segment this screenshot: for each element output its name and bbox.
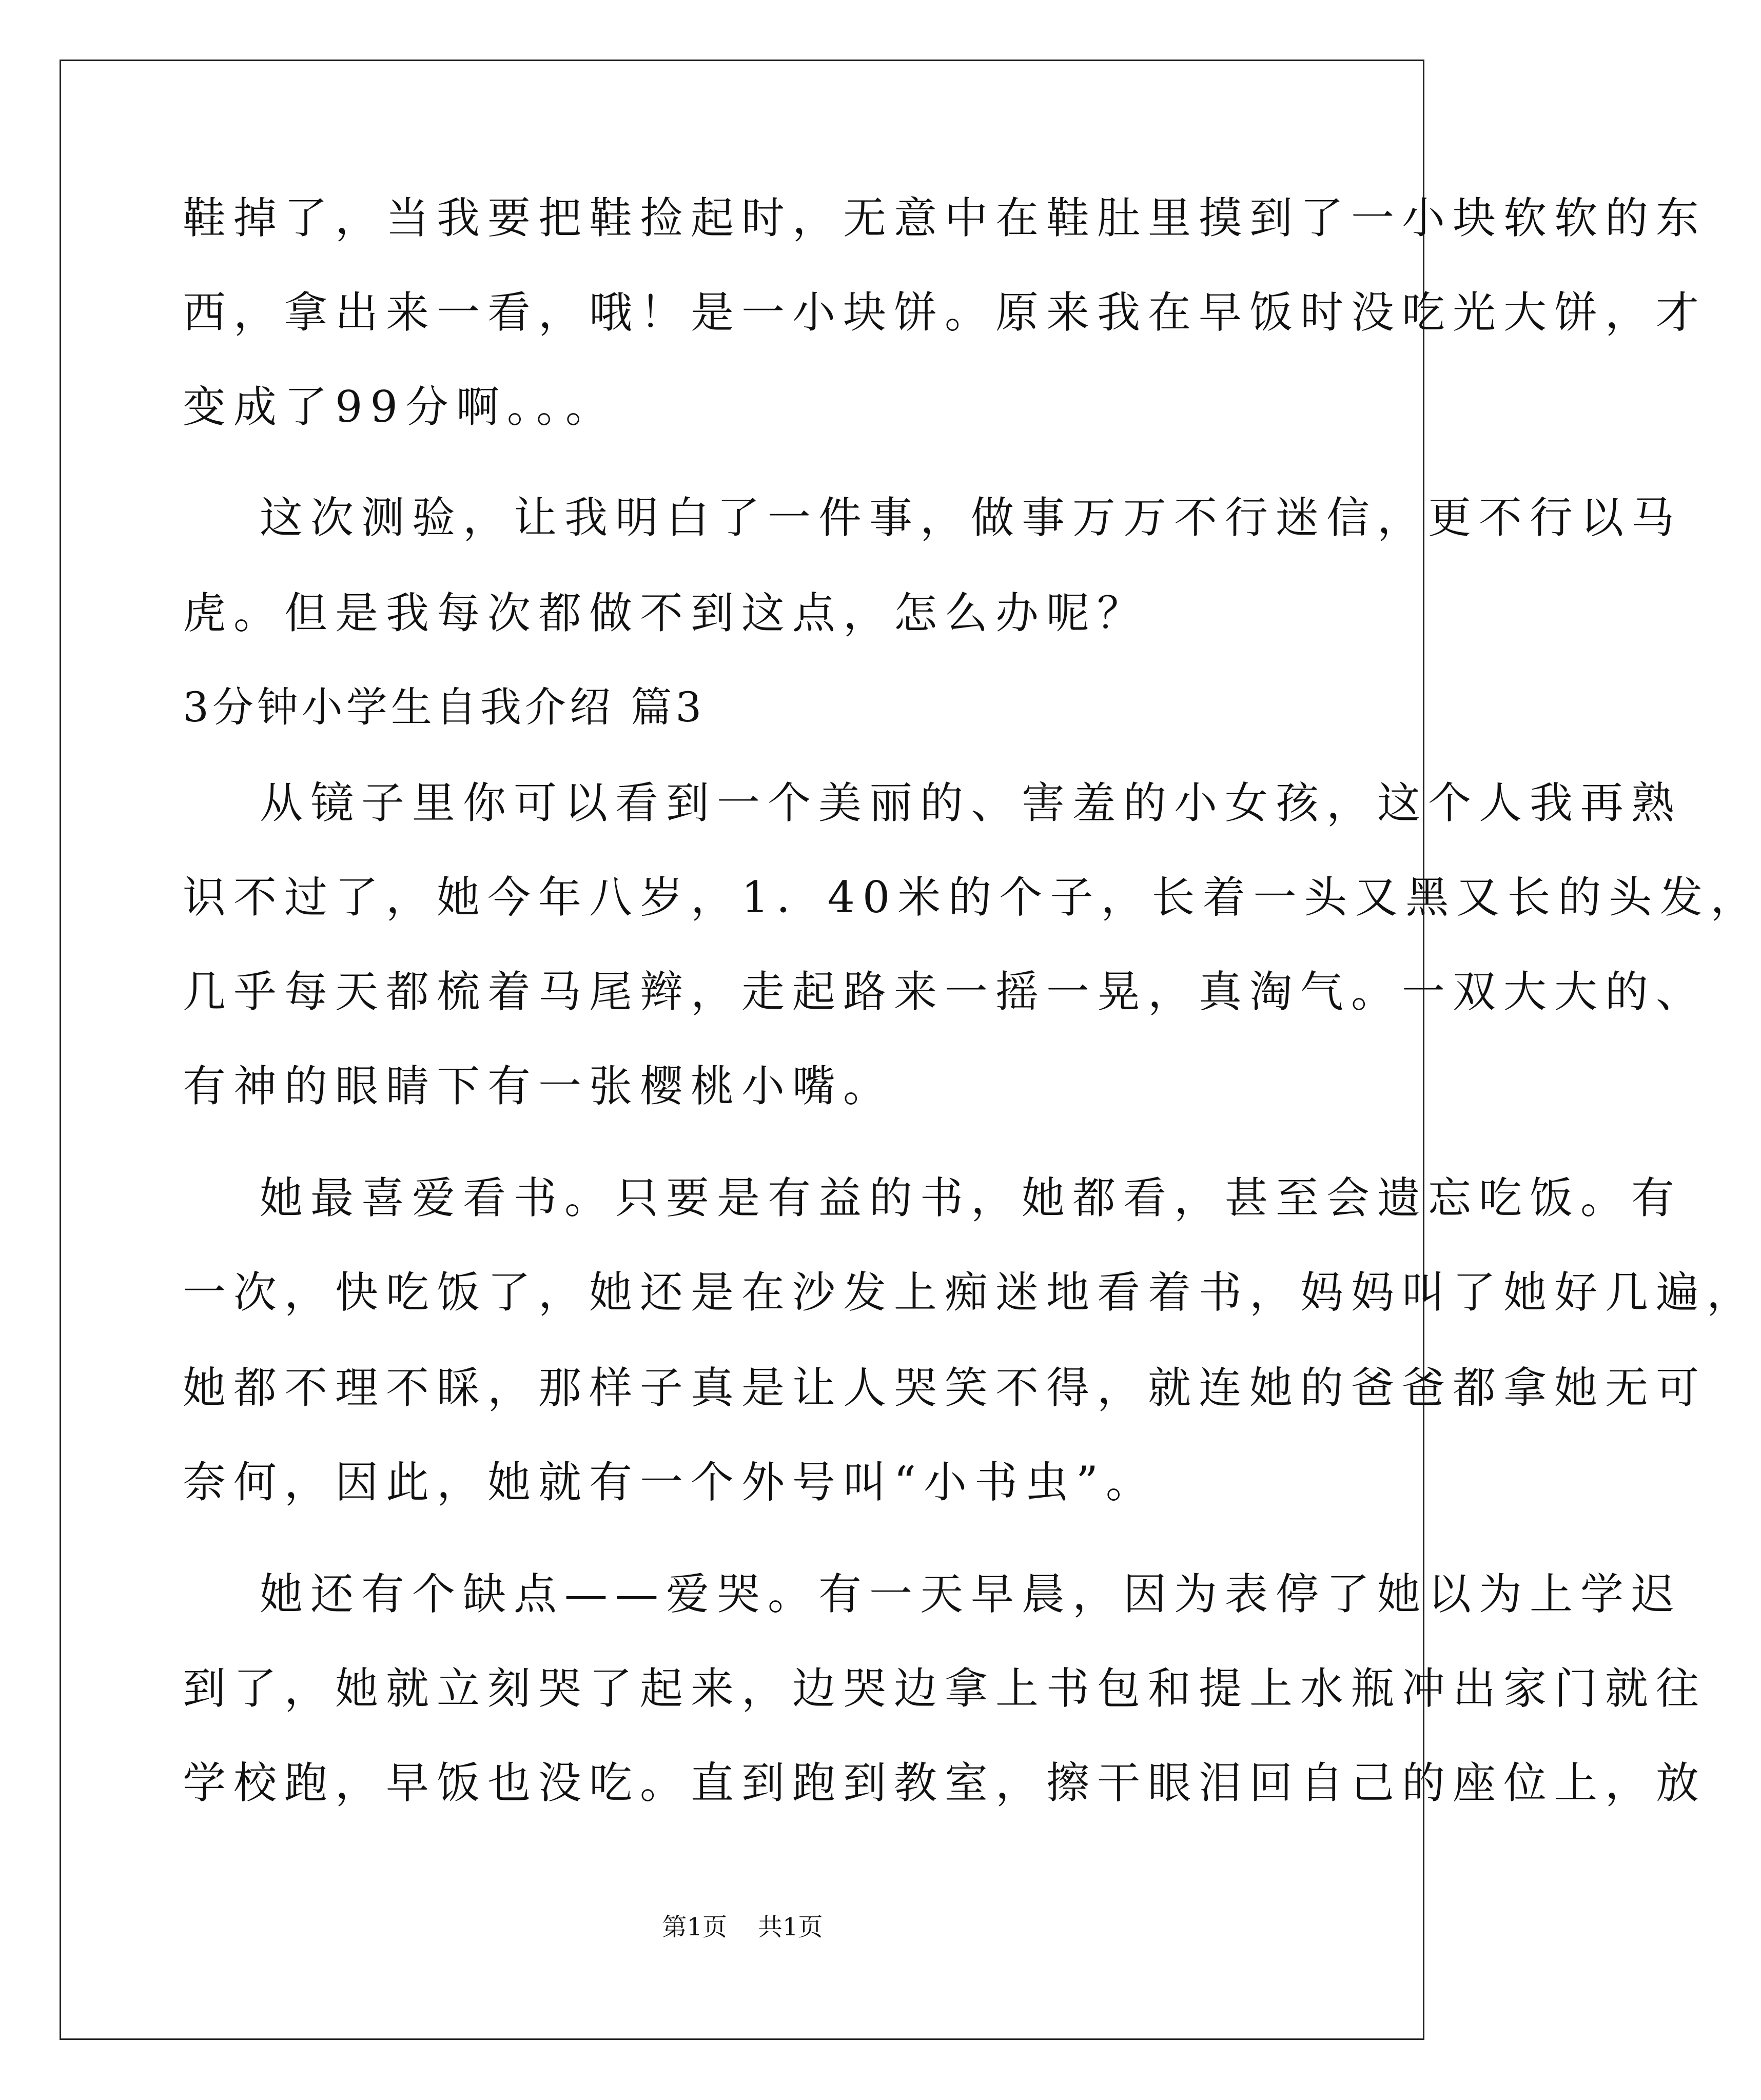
text-line: 从镜子里你可以看到一个美丽的、害羞的小女孩，这个人我再熟 [260,778,1682,828]
section-heading: 3分钟小学生自我介绍 篇3 [183,683,706,731]
text-line: 一次，快吃饭了，她还是在沙发上痴迷地看着书，妈妈叫了她好几遍， [183,1267,1758,1318]
text-line: 有神的眼睛下有一张樱桃小嘴。 [183,1061,894,1111]
text-line: 识不过了，她今年八岁，1．40米的个子，长着一头又黑又长的头发， [183,872,1761,923]
text-line: 奈何，因此，她就有一个外号叫“小书虫”。 [183,1457,1157,1507]
text-line: 学校跑，早饭也没吃。直到跑到教室，擦干眼泪回自己的座位上，放 [183,1758,1707,1808]
text-line: 变成了99分啊。。。 [183,382,616,432]
text-line: 这次测验，让我明白了一件事，做事万万不行迷信，更不行以马 [260,493,1682,543]
text-line: 她还有个缺点——爱哭。有一天早晨，因为表停了她以为上学迟 [260,1569,1682,1619]
text-line: 她最喜爱看书。只要是有益的书，她都看，甚至会遗忘吃饭。有 [260,1173,1682,1223]
text-line: 到了，她就立刻哭了起来，边哭边拿上书包和提上水瓶冲出家门就往 [183,1663,1707,1714]
text-line: 鞋掉了，当我要把鞋捡起时，无意中在鞋肚里摸到了一小块软软的东 [183,193,1707,243]
page-number: 第1页 [662,1913,727,1941]
page-footer [0,1912,1485,1942]
text-line: 西，拿出来一看，哦！是一小块饼。原来我在早饭时没吃光大饼，才 [183,287,1707,338]
page-total: 共1页 [758,1913,823,1941]
page-border [60,60,1424,2040]
text-line: 她都不理不睬，那样子真是让人哭笑不得，就连她的爸爸都拿她无可 [183,1363,1707,1413]
text-line: 几乎每天都梳着马尾辫，走起路来一摇一晃，真淘气。一双大大的、 [183,967,1707,1017]
text-line: 虎。但是我每次都做不到这点，怎么办呢？ [183,588,1148,638]
